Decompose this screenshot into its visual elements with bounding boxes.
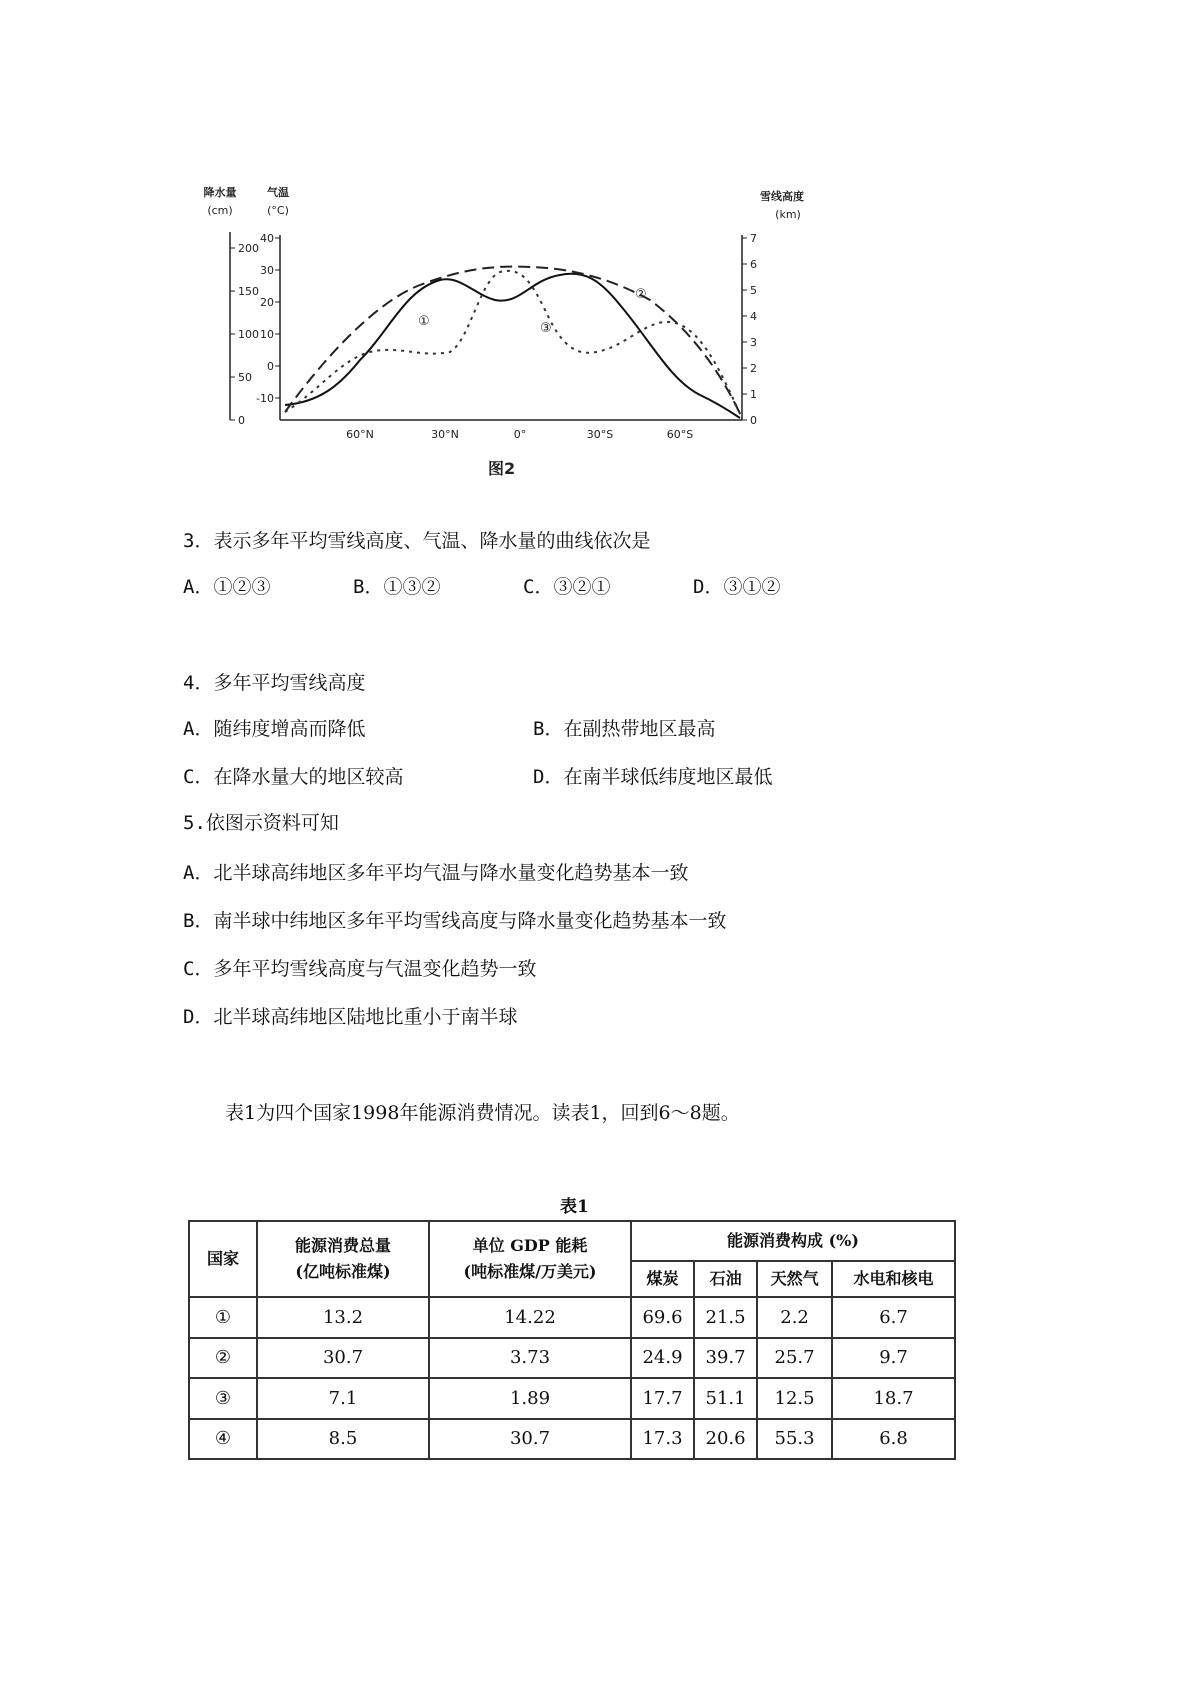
- cell-coal: 24.9: [631, 1338, 694, 1379]
- temp-tick-label: 20: [260, 296, 274, 309]
- q5-option-b: B．南半球中纬地区多年平均雪线高度与降水量变化趋势基本一致: [183, 910, 727, 932]
- curve-1-temperature: [285, 274, 740, 418]
- header-gdp-label: 单位 GDP 能耗: [472, 1236, 588, 1255]
- header-hydro-nuclear: 水电和核电: [832, 1261, 955, 1297]
- snowline-tick-label: 3: [750, 336, 757, 349]
- q5-option-c: C．多年平均雪线高度与气温变化趋势一致: [183, 958, 537, 980]
- cell-gdp: 30.7: [429, 1419, 631, 1460]
- cell-gdp: 14.22: [429, 1297, 631, 1338]
- x-tick-label: 60°N: [346, 428, 374, 441]
- temp-axis-title: 气温: [267, 186, 289, 199]
- q4-option-a: A．随纬度增高而降低: [183, 718, 366, 740]
- snowline-tick-label: 1: [750, 388, 757, 401]
- question-3-stem: 3．表示多年平均雪线高度、气温、降水量的曲线依次是: [183, 530, 651, 552]
- q5-option-a: A．北半球高纬地区多年平均气温与降水量变化趋势基本一致: [183, 862, 689, 884]
- temp-tick-label: 30: [260, 264, 274, 277]
- header-gdp: [429, 1221, 631, 1297]
- cell-hydro: 6.8: [832, 1419, 955, 1460]
- climate-chart: [190, 180, 830, 510]
- table-row: [189, 1297, 955, 1338]
- snowline-tick-label: 5: [750, 284, 757, 297]
- cell-total: 13.2: [257, 1297, 429, 1338]
- temp-axis-unit: (°C): [267, 204, 289, 217]
- x-tick-label: 60°S: [666, 428, 694, 441]
- precip-tick-label: 100: [238, 328, 259, 341]
- precip-tick-label: 150: [238, 285, 259, 298]
- precip-tick-label: 50: [238, 371, 252, 384]
- x-tick-label: 30°N: [431, 428, 459, 441]
- cell-country: ④: [189, 1419, 257, 1460]
- q4-option-b: B．在副热带地区最高: [533, 718, 716, 740]
- table-intro: 表1为四个国家1998年能源消费情况。读表1，回到6～8题。: [225, 1102, 740, 1124]
- cell-oil: 20.6: [694, 1419, 757, 1460]
- temp-tick-label: 10: [260, 328, 274, 341]
- precip-axis-unit: (cm): [207, 204, 233, 217]
- cell-gdp: 3.73: [429, 1338, 631, 1379]
- cell-total: 7.1: [257, 1378, 429, 1419]
- snowline-tick-label: 0: [750, 414, 757, 427]
- temp-tick-label: -10: [256, 392, 274, 405]
- cell-gas: 2.2: [757, 1297, 832, 1338]
- cell-gas: 25.7: [757, 1338, 832, 1379]
- header-total-unit: (亿吨标准煤): [295, 1262, 391, 1281]
- snowline-axis-unit: (km): [775, 208, 801, 221]
- q3-option-a: A．①②③: [183, 576, 271, 598]
- table-row: [189, 1378, 955, 1419]
- cell-gdp: 1.89: [429, 1378, 631, 1419]
- precip-axis-title: 降水量: [203, 186, 237, 199]
- cell-gas: 12.5: [757, 1378, 832, 1419]
- snowline-axis-title: 雪线高度: [760, 190, 804, 203]
- header-structure: 能源消费构成 (%): [631, 1221, 955, 1261]
- cell-country: ②: [189, 1338, 257, 1379]
- precip-tick-label: 0: [238, 414, 245, 427]
- header-country: 国家: [189, 1221, 257, 1297]
- cell-coal: 17.3: [631, 1419, 694, 1460]
- cell-oil: 51.1: [694, 1378, 757, 1419]
- snowline-tick-label: 7: [750, 232, 757, 245]
- curve-2-snowline: [285, 267, 742, 418]
- header-gas: 天然气: [757, 1261, 832, 1297]
- cell-hydro: 9.7: [832, 1338, 955, 1379]
- cell-total: 8.5: [257, 1419, 429, 1460]
- q5-option-d: D．北半球高纬地区陆地比重小于南半球: [183, 1006, 518, 1028]
- snowline-tick-label: 2: [750, 362, 757, 375]
- temp-tick-label: 40: [260, 232, 274, 245]
- snowline-tick-label: 6: [750, 258, 757, 271]
- q4-option-c: C．在降水量大的地区较高: [183, 766, 404, 788]
- curve-label-3: ③: [540, 321, 552, 336]
- question-5-stem: 5.依图示资料可知: [183, 812, 339, 834]
- header-total: [257, 1221, 429, 1297]
- cell-country: ③: [189, 1378, 257, 1419]
- curve-3-precipitation: [285, 271, 742, 418]
- figure-2: [190, 180, 830, 510]
- x-tick-label: 0°: [513, 428, 527, 441]
- header-oil: 石油: [694, 1261, 757, 1297]
- curve-label-2: ②: [635, 287, 647, 302]
- x-tick-label: 30°S: [586, 428, 614, 441]
- cell-hydro: 6.7: [832, 1297, 955, 1338]
- q3-option-c: C．③②①: [523, 576, 611, 598]
- question-4-stem: 4．多年平均雪线高度: [183, 672, 366, 694]
- cell-gas: 55.3: [757, 1419, 832, 1460]
- table-row: [189, 1419, 955, 1460]
- precip-tick-label: 200: [238, 242, 259, 255]
- cell-coal: 69.6: [631, 1297, 694, 1338]
- cell-oil: 39.7: [694, 1338, 757, 1379]
- cell-country: ①: [189, 1297, 257, 1338]
- header-gdp-unit: (吨标准煤/万美元): [463, 1262, 597, 1281]
- figure-caption: 图2: [488, 459, 516, 478]
- snowline-tick-label: 4: [750, 310, 757, 323]
- q4-option-d: D．在南半球低纬度地区最低: [533, 766, 773, 788]
- table-title: 表1: [560, 1197, 589, 1217]
- cell-oil: 21.5: [694, 1297, 757, 1338]
- q3-option-d: D．③①②: [693, 576, 781, 598]
- curve-label-1: ①: [418, 314, 430, 329]
- q3-option-b: B．①③②: [353, 576, 441, 598]
- temp-tick-label: 0: [267, 360, 274, 373]
- header-coal: 煤炭: [631, 1261, 694, 1297]
- cell-hydro: 18.7: [832, 1378, 955, 1419]
- cell-total: 30.7: [257, 1338, 429, 1379]
- header-total-label: 能源消费总量: [294, 1236, 391, 1255]
- table-row: [189, 1338, 955, 1379]
- energy-table: [188, 1220, 956, 1460]
- cell-coal: 17.7: [631, 1378, 694, 1419]
